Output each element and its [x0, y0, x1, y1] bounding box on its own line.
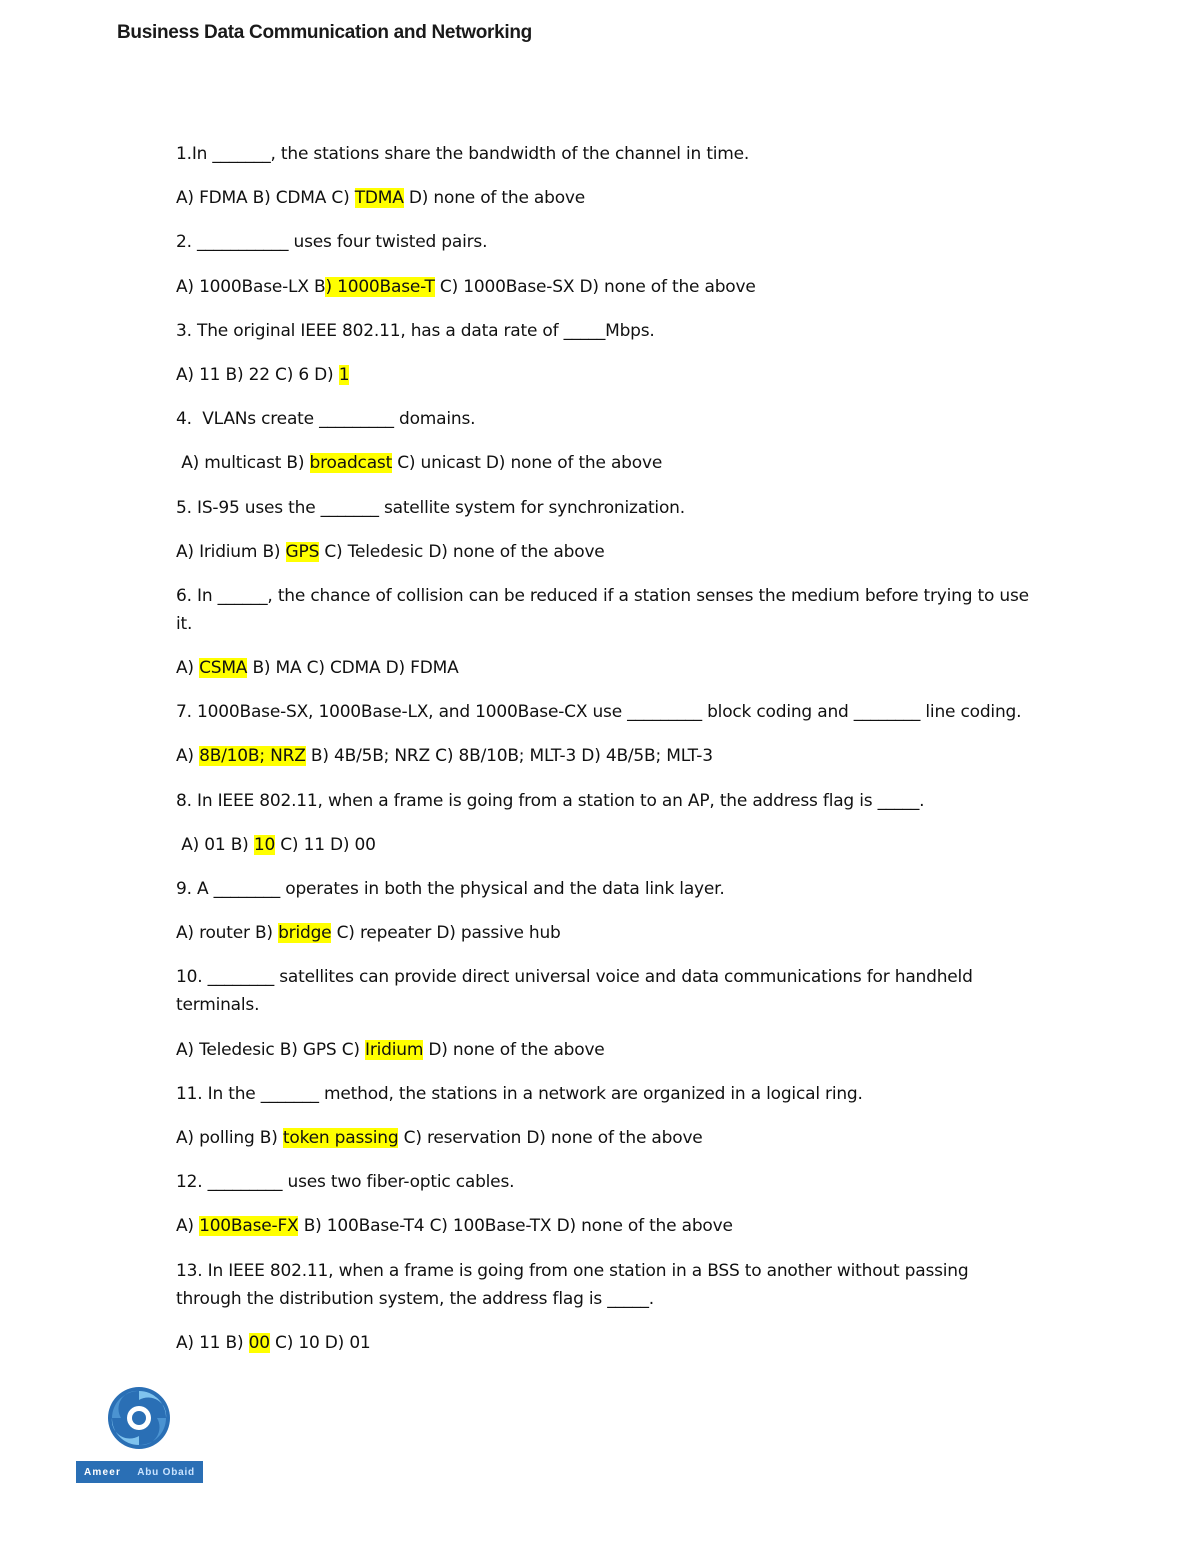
question-line	[176, 494, 1036, 522]
text-segment: A) Iridium B)	[176, 541, 286, 562]
text-segment: 4. VLANs create _________ domains.	[176, 409, 476, 430]
question-line	[176, 405, 1036, 433]
question-line	[176, 140, 1036, 168]
highlighted-answer: broadcast	[309, 453, 393, 474]
highlighted-answer: TDMA	[354, 188, 404, 209]
question-line	[176, 1257, 1036, 1313]
highlighted-answer: 1	[338, 364, 350, 385]
answer-options-line	[176, 1329, 1036, 1357]
answer-options-line	[176, 831, 1036, 859]
answer-options-line	[176, 361, 1036, 389]
question-line	[176, 1168, 1036, 1196]
question-line	[176, 875, 1036, 903]
text-segment: C) repeater D) passive hub	[331, 923, 561, 944]
text-segment: A) 1000Base-LX B	[176, 276, 326, 297]
answer-options-line	[176, 449, 1036, 477]
highlighted-answer: ) 1000Base-T	[325, 276, 435, 297]
answer-options-line	[176, 742, 1036, 770]
text-segment: 7. 1000Base-SX, 1000Base-LX, and 1000Base-CX use _________ block coding and ________ line coding.	[176, 702, 1022, 723]
text-segment: A) 11 B)	[176, 1332, 249, 1353]
highlighted-answer: 00	[248, 1332, 270, 1353]
text-segment: D) none of the above	[423, 1039, 605, 1060]
page-header-title: Business Data Communication and Networking	[117, 22, 532, 43]
highlighted-answer: 100Base-FX	[199, 1216, 299, 1237]
text-segment: 5. IS-95 uses the _______ satellite system for synchronization.	[176, 497, 685, 518]
answer-options-line	[176, 273, 1036, 301]
question-line	[176, 317, 1036, 345]
question-line	[176, 582, 1036, 638]
text-segment: A) polling B)	[176, 1127, 283, 1148]
answer-options-line	[176, 184, 1036, 212]
author-logo	[76, 1385, 204, 1487]
question-line	[176, 963, 1036, 1019]
text-segment: B) MA C) CDMA D) FDMA	[247, 658, 459, 679]
highlighted-answer: 10	[253, 834, 276, 855]
answer-options-line	[176, 1212, 1036, 1240]
answer-options-line	[176, 1124, 1036, 1152]
text-segment: 12. _________ uses two fiber-optic cables.	[176, 1172, 515, 1193]
text-segment: D) none of the above	[403, 188, 586, 209]
text-segment: C) 11 D) 00	[275, 834, 376, 855]
text-segment: B) 100Base-T4 C) 100Base-TX D) none of the above	[298, 1216, 733, 1237]
text-segment: 13. In IEEE 802.11, when a frame is going from one station in a BSS to another without passing through the distribution system, the address flag is _____.	[176, 1260, 974, 1309]
highlighted-answer: token passing	[282, 1127, 399, 1148]
question-line	[176, 787, 1036, 815]
text-segment: A)	[176, 746, 200, 767]
logo-banner	[76, 1461, 203, 1483]
text-segment: 10. ________ satellites can provide direct universal voice and data communications for handheld terminals.	[176, 967, 978, 1016]
text-segment: A) router B)	[176, 923, 279, 944]
quiz-content	[176, 140, 1036, 1373]
text-segment: A) multicast B)	[176, 453, 310, 474]
logo-word-1: Ameer	[84, 1466, 122, 1478]
text-segment: A) 01 B)	[176, 834, 254, 855]
answer-options-line	[176, 919, 1036, 947]
text-segment: C) unicast D) none of the above	[392, 453, 663, 474]
text-segment: 6. In ______, the chance of collision can be reduced if a station senses the medium before trying to use it.	[176, 585, 1035, 634]
highlighted-answer: bridge	[278, 923, 332, 944]
text-segment: A)	[176, 658, 200, 679]
text-segment: 3. The original IEEE 802.11, has a data rate of _____Mbps.	[176, 320, 655, 341]
question-line	[176, 698, 1036, 726]
answer-options-line	[176, 538, 1036, 566]
highlighted-answer: GPS	[285, 541, 320, 562]
text-segment: C) reservation D) none of the above	[398, 1127, 703, 1148]
text-segment: 11. In the _______ method, the stations in a network are organized in a logical ring.	[176, 1083, 863, 1104]
text-segment: 9. A ________ operates in both the physical and the data link layer.	[176, 879, 725, 899]
swirl-logo-icon	[106, 1385, 172, 1451]
question-line	[176, 228, 1036, 256]
highlighted-answer: CSMA	[199, 658, 248, 679]
text-segment: C) 10 D) 01	[269, 1332, 371, 1353]
answer-options-line	[176, 654, 1036, 682]
text-segment: 2. ___________ uses four twisted pairs.	[176, 232, 488, 253]
text-segment: A)	[176, 1216, 200, 1237]
text-segment: 1.In _______, the stations share the bandwidth of the channel in time.	[176, 144, 750, 164]
text-segment: 8. In IEEE 802.11, when a frame is going from a station to an AP, the address flag is _____.	[176, 790, 925, 811]
text-segment: C) Teledesic D) none of the above	[319, 541, 605, 562]
text-segment: C) 1000Base-SX D) none of the above	[434, 276, 756, 297]
text-segment: A) FDMA B) CDMA C)	[176, 188, 355, 209]
highlighted-answer: 8B/10B; NRZ	[199, 746, 306, 767]
text-segment: B) 4B/5B; NRZ C) 8B/10B; MLT-3 D) 4B/5B; MLT-3	[305, 746, 713, 767]
logo-word-2: Abu Obaid	[137, 1466, 195, 1478]
answer-options-line	[176, 1036, 1036, 1064]
text-segment: A) Teledesic B) GPS C)	[176, 1039, 366, 1060]
highlighted-answer: Iridium	[365, 1039, 424, 1060]
question-line	[176, 1080, 1036, 1108]
text-segment: A) 11 B) 22 C) 6 D)	[176, 364, 339, 385]
